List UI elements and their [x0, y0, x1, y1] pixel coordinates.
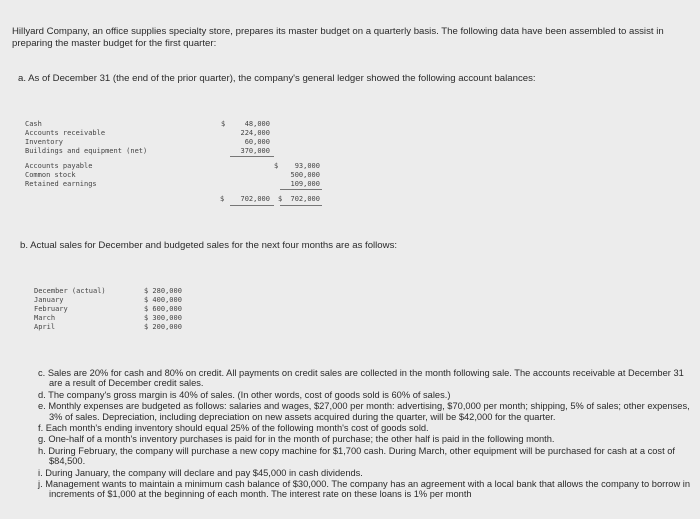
- sales-month: February: [34, 305, 68, 313]
- ledger-debit: 48,000: [244, 120, 270, 128]
- sales-month: January: [34, 296, 64, 304]
- ledger-credit: 93,000: [294, 162, 320, 170]
- ledger-divider: [280, 189, 322, 190]
- ledger-debit: 370,000: [240, 147, 270, 155]
- sales-table: [34, 287, 204, 337]
- ledger-total-credit: 702,000: [290, 195, 320, 203]
- note-f: f. Each month's ending inventory should equal 25% of the following month's cost of goods sold.: [38, 423, 429, 434]
- sales-amount: $ 300,000: [144, 314, 182, 322]
- sales-month: December (actual): [34, 287, 106, 295]
- ledger-total-debit: 702,000: [240, 195, 270, 203]
- note-d: d. The company's gross margin is 40% of sales. (In other words, cost of goods sold is 60% of sales.): [38, 389, 451, 400]
- note-j: j. Management wants to maintain a minimum cash balance of $30,000. The company has an agreement with a local bank that allows the company to borrow in increments of $1,000 at the beginning of each month. The interest rate on these loans is 1% per month: [38, 479, 691, 500]
- ledger-double-underline: [280, 205, 322, 206]
- ledger-dollar: $: [274, 162, 279, 170]
- ledger-label: Cash: [25, 120, 42, 128]
- note-i: i. During January, the company will declare and pay $45,000 in cash dividends.: [38, 467, 363, 478]
- sales-amount: $ 600,000: [144, 305, 182, 313]
- note-e: e. Monthly expenses are budgeted as follows: salaries and wages, $27,000 per month: advertising, $70,000 per month; shipping, 5% of sales; other expenses, 3% of sales. Depreciation, including depreciation on new assets acquired during the quarter, will be $42,000 for the quarter.: [38, 401, 690, 422]
- note-c: c. Sales are 20% for cash and 80% on credit. All payments on credit sales are collected in the month following sale. The accounts receivable at December 31 are a result of December credit sales.: [38, 368, 684, 389]
- note-g: g. One-half of a month's inventory purchases is paid for in the month of purchase; the other half is paid in the following month.: [38, 434, 555, 445]
- sales-amount: $ 400,000: [144, 296, 182, 304]
- sales-amount: $ 200,000: [144, 323, 182, 331]
- note-h: h. During February, the company will purchase a new copy machine for $1,700 cash. During March, other equipment will be purchased for cash at a cost of $84,500.: [38, 445, 675, 467]
- ledger-dollar: $: [221, 120, 226, 128]
- ledger-debit: 60,000: [244, 138, 270, 146]
- ledger-label: Accounts receivable: [25, 129, 106, 137]
- intro-paragraph: Hillyard Company, an office supplies specialty store, prepares its master budget on a quarterly basis. The following data have been assembled to assist in preparing the master budget for the first quarter:: [12, 26, 664, 49]
- ledger-double-underline: [230, 205, 274, 206]
- ledger-table: [25, 120, 330, 206]
- notes-list: [38, 368, 690, 501]
- ledger-dollar: $: [220, 195, 225, 203]
- ledger-label: Common stock: [25, 171, 76, 179]
- sales-amount: $ 280,000: [144, 287, 182, 295]
- ledger-label: Retained earnings: [25, 180, 97, 188]
- ledger-dollar: $: [278, 195, 283, 203]
- item-b-text: b. Actual sales for December and budgeted sales for the next four months are as follows:: [20, 240, 398, 251]
- ledger-label: Buildings and equipment (net): [25, 147, 148, 155]
- ledger-label: Inventory: [25, 138, 63, 146]
- ledger-credit: 500,000: [290, 171, 320, 179]
- ledger-debit: 224,000: [240, 129, 270, 137]
- item-a-text: a. As of December 31 (the end of the prior quarter), the company's general ledger showed the following account balances:: [18, 73, 536, 84]
- ledger-divider: [230, 156, 274, 157]
- ledger-credit: 109,000: [290, 180, 320, 188]
- ledger-label: Accounts payable: [25, 162, 93, 170]
- sales-month: March: [34, 314, 56, 322]
- sales-month: April: [34, 323, 56, 331]
